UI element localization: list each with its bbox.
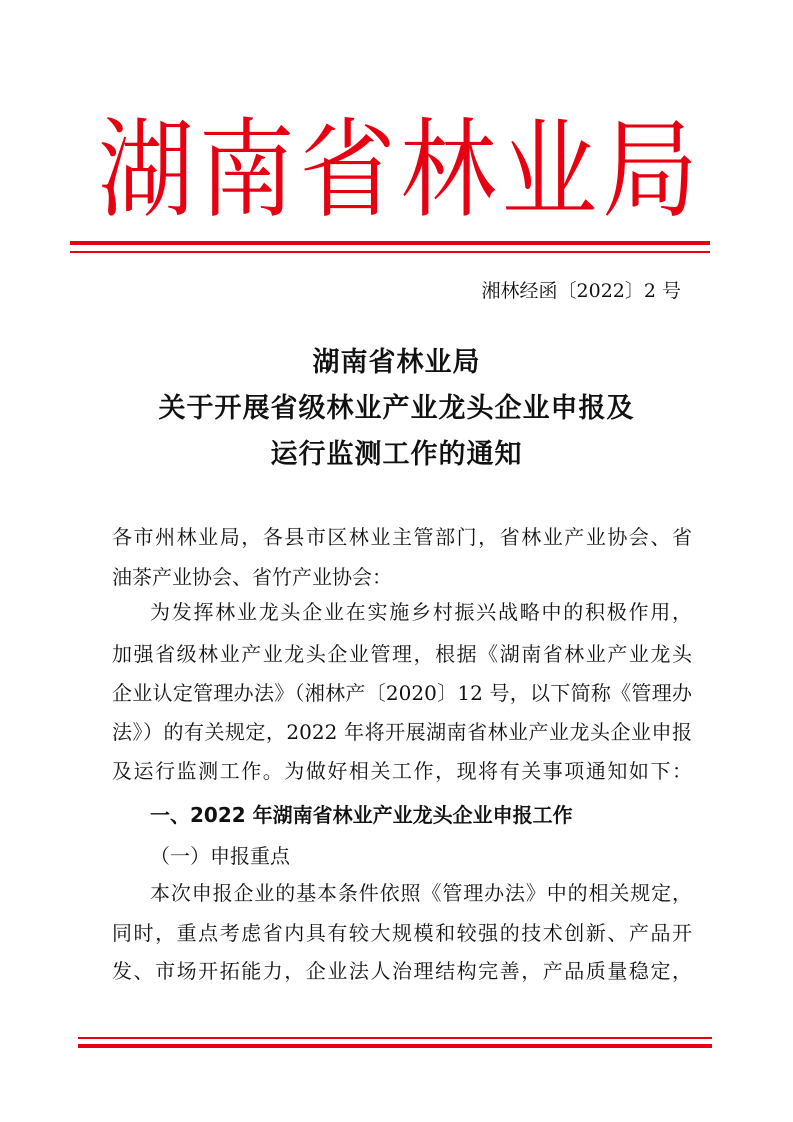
masthead-char: 南: [198, 107, 295, 233]
document-title-line-2: 关于开展省级林业产业龙头企业申报及: [158, 393, 635, 424]
paragraph-line: 为发挥林业龙头企业在实施乡村振兴战略中的积极作用，: [150, 600, 692, 624]
paragraph-line: 加强省级林业产业龙头企业管理，根据《湖南省林业产业龙头: [112, 642, 692, 666]
masthead-char: 林: [400, 107, 497, 233]
document-number: 湘林经函〔2022〕2 号: [481, 280, 681, 302]
paragraph-line: 同时，重点考虑省内具有较大规模和较强的技术创新、产品开: [112, 921, 692, 945]
subsection-heading: （一）申报重点: [150, 844, 290, 868]
paragraph-line: 法》）的有关规定，2022 年将开展湖南省林业产业龙头企业申报: [112, 720, 692, 744]
addressee-line: 油茶产业协会、省竹产业协会：: [112, 565, 392, 589]
paragraph-line: 企业认定管理办法》（湘林产〔2020〕12 号，以下简称《管理办: [112, 681, 692, 705]
addressee-line: 各市州林业局，各县市区林业主管部门，省林业产业协会、省: [112, 525, 692, 549]
section-heading: 一、2022 年湖南省林业产业龙头企业申报工作: [150, 803, 573, 827]
header-rule-thin: [70, 251, 710, 253]
paragraph-line: 及运行监测工作。为做好相关工作，现将有关事项通知如下：: [112, 759, 692, 783]
masthead-char: 湖: [98, 107, 194, 233]
paragraph-line: 发、市场开拓能力，企业法人治理结构完善，产品质量稳定，: [112, 959, 692, 983]
paragraph-line: 本次申报企业的基本条件依照《管理办法》中的相关规定，: [150, 881, 692, 905]
masthead-char: 业: [501, 107, 598, 233]
header-rule-thick: [70, 241, 710, 245]
footer-rule-thin: [78, 1037, 712, 1039]
document-title-line-1: 湖南省林业局: [312, 347, 481, 378]
footer-rule-thick: [78, 1044, 712, 1048]
document-title-line-3: 运行监测工作的通知: [270, 439, 523, 470]
masthead-char: 省: [299, 107, 396, 233]
agency-masthead: [98, 107, 698, 233]
masthead-char: 局: [601, 107, 698, 233]
